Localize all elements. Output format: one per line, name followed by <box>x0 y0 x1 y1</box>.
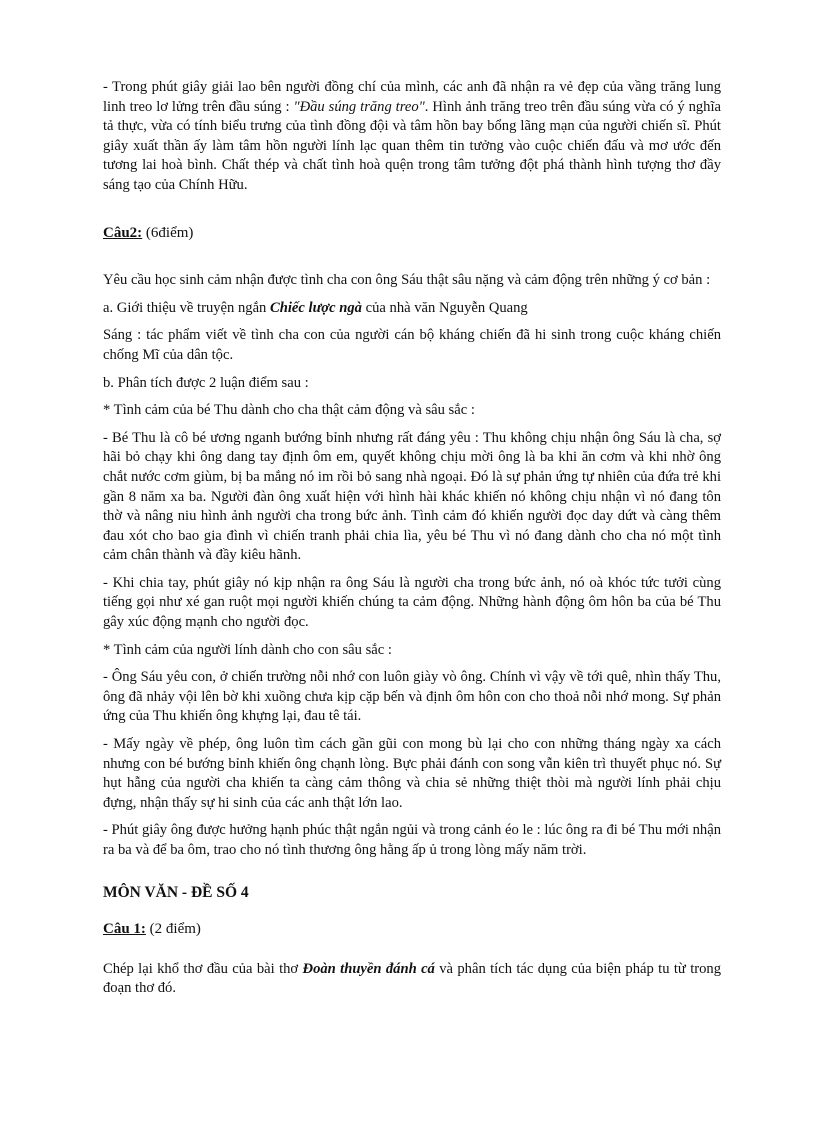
heading-label: Câu2: <box>103 224 143 241</box>
item-a-line <box>103 299 721 319</box>
text: a. Giới thiệu về truyện ngắn <box>103 299 270 316</box>
heading-label: Câu 1: <box>103 921 146 938</box>
paragraph-dau-sung-trang-treo <box>103 78 721 196</box>
text: . Hình ảnh trăng treo trên đầu súng vừa có ý nghĩa tả thực, vừa có tính biểu trưng của tình đồng đội và tâm hồn bay bổng lãng mạn của người chiến sĩ. Phút giây xuất thần ấy làm tâm hồn người lính lạc quan thêm tin tưởng vào cuộc chiến đấu và mơ ước đến tương lai hoà bình. Chất thép và chất tình hoà quện trong tâm tưởng đột phá thành hình tượng thơ đầy sáng tạo của Chính Hữu. <box>103 98 721 193</box>
section-title: MÔN VĂN - ĐỀ SỐ 4 <box>103 883 249 901</box>
be-thu-paragraph: - Bé Thu là cô bé ương nganh bướng bỉnh nhưng rất đáng yêu : Thu không chịu nhận ông Sáu là cha, sợ hãi bỏ chạy khi ông dang tay định ôm em, quyết không chịu mời ông là ba khi ăn cơm và khi nhờ ông chắt nước cơm giùm, bị ba mắng nó im rồi bỏ sang nhà ngoại. Đó là sự phản ứng tự nhiên của đứa trẻ khi gần 8 năm xa ba. Người đàn ông xuất hiện với hình hài khác khiến nó không chịu nhận vì nó đang tôn thờ và nâng niu hình ảnh người cha trong bức ảnh. Tình cảm đó khiến người đọc day dứt và càng thêm đau xót cho bao gia đình vì chiến tranh phải chia lìa, yêu bé Thu vì nó đang dành cho cha nó một tình cảm chân thành và đầy kiêu hãnh. <box>103 429 721 564</box>
heading-cau-2 <box>103 224 721 244</box>
quote-dau-sung-trang-treo: "Đầu súng trăng treo" <box>293 98 425 115</box>
heading-points: (2 điểm) <box>145 921 201 938</box>
may-ngay-paragraph: - Mấy ngày về phép, ông luôn tìm cách gần gũi con mong bù lại cho con những tháng ngày xa cách nhưng con bé bướng bỉnh khiến ông chạnh lòng. Bực phải đánh con song vẫn kiên trì thuyết phục nó. Sự hụt hẫng của người cha khiến ta càng cảm thông và chia sẻ những thiệt thòi mà người lính phải chịu đựng, nhận thấy sự hi sinh của các anh thật lớn lao. <box>103 736 721 811</box>
work-title-chiec-luoc-nga: Chiếc lược ngà <box>270 299 362 316</box>
point-2-heading: * Tình cảm của người lính dành cho con sâu sắc : <box>103 641 392 658</box>
chia-tay-paragraph: - Khi chia tay, phút giây nó kịp nhận ra ông Sáu là người cha trong bức ảnh, nó oà khóc tức tưởi cùng tiếng gọi như xé gan ruột mọi người khiến chúng ta cảm động. Những hành động ôm hôn ba của bé Thu gây xúc động mạnh cho người đọc. <box>103 574 721 631</box>
item-b-line: b. Phân tích được 2 luận điểm sau : <box>103 374 309 391</box>
text: Chép lại khổ thơ đầu của bài thơ <box>103 960 303 977</box>
text: của nhà văn Nguyễn Quang <box>361 299 528 316</box>
heading-points: (6điểm) <box>142 224 194 241</box>
question-paragraph <box>103 960 721 999</box>
sang-paragraph: Sáng : tác phẩm viết về tình cha con của người cán bộ kháng chiến đã hi sinh trong cuộc kháng chiến chống Mĩ của dân tộc. <box>103 327 721 363</box>
document-page <box>103 78 721 999</box>
ong-sau-paragraph: - Ông Sáu yêu con, ở chiến trường nỗi nhớ con luôn giày vò ông. Chính vì vậy về tới quê, nhìn thấy Thu, ông đã nhảy vội lên bờ khi xuồng chưa kịp cặp bến và định ôm hôn con cho thoả nỗi nhớ mong. Sự phản ứng của Thu khiến ông khựng lại, đau tê tái. <box>103 669 721 725</box>
text: - Trong phút giây giải lao bên người đồng chí của mình, các anh đã nhận ra vẻ đẹp của vầng trăng lung linh treo lơ lửng trên đầu súng : <box>103 79 721 115</box>
requirement-paragraph: Yêu cầu học sinh cảm nhận được tình cha con ông Sáu thật sâu nặng và cảm động trên những ý cơ bản : <box>103 272 711 289</box>
work-title-doan-thuyen-danh-ca: Đoàn thuyền đánh cá <box>302 960 435 977</box>
phut-giay-paragraph: - Phút giây ông được hưởng hạnh phúc thật ngắn ngủi và trong cảnh éo le : lúc ông ra đi bé Thu mới nhận ra ba và để ba ôm, trao cho nó tình thương ông hằng ấp ủ trong lòng mấy năm trời. <box>103 822 721 858</box>
heading-cau-1 <box>103 920 721 940</box>
text: và phân tích tác dụng của biện pháp tu từ trong đoạn thơ đó. <box>103 960 722 997</box>
point-1-heading: * Tình cảm của bé Thu dành cho cha thật cảm động và sâu sắc : <box>103 402 475 419</box>
